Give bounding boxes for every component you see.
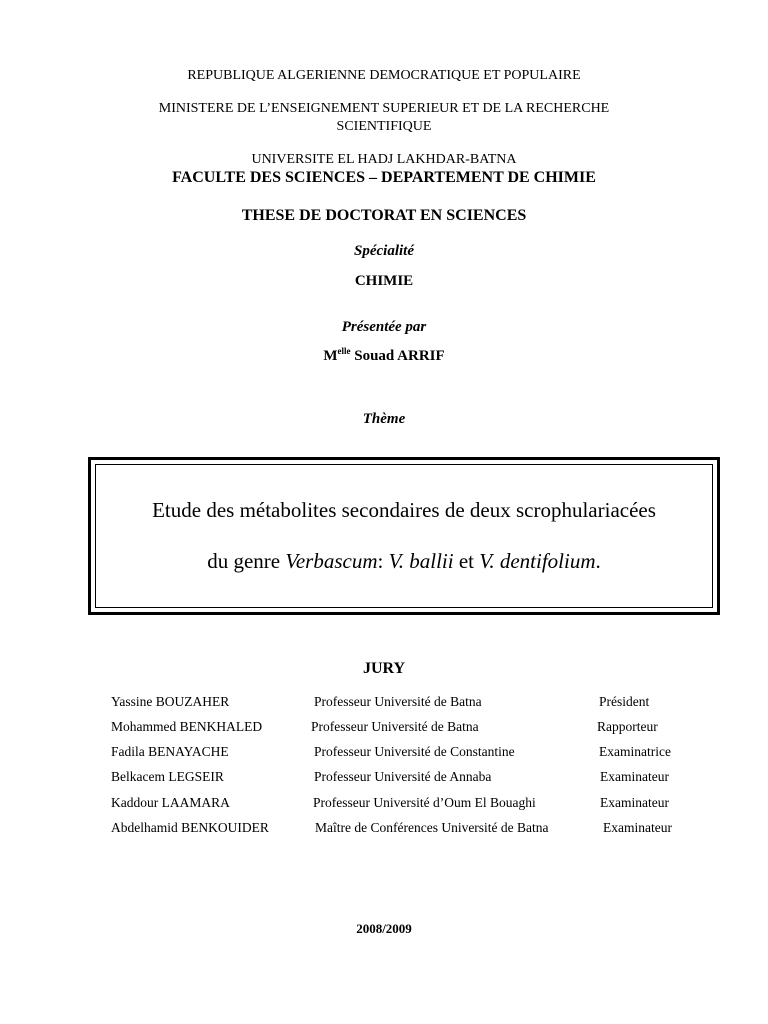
jury-member-name: Kaddour LAAMARA: [111, 795, 230, 810]
jury-heading: JURY: [362, 660, 406, 677]
jury-member-position: Professeur Université de Constantine: [314, 744, 515, 759]
thesis-title-inner-frame: [95, 464, 713, 608]
author: [0, 348, 768, 365]
jury-member-role: Président: [599, 694, 650, 709]
author-prefix: M: [323, 348, 338, 364]
jury-member-row: [0, 820, 768, 838]
academic-year: 2008/2009: [356, 921, 412, 936]
jury-member-role: Rapporteur: [597, 719, 658, 734]
jury-member-role: Examinateur: [600, 769, 669, 784]
jury-member-position: Professeur Université de Batna: [314, 694, 482, 709]
header-university: UNIVERSITE EL HADJ LAKHDAR-BATNA: [251, 152, 517, 167]
title-species-ballii: V. ballii: [388, 549, 454, 573]
jury-member-position: Maître de Conférences Université de Batna: [315, 820, 549, 835]
title-text: et: [453, 549, 480, 573]
jury-member-role: Examinateur: [603, 820, 672, 835]
header-ministry-line1: MINISTERE DE L’ENSEIGNEMENT SUPERIEUR ET DE LA RECHERCHE: [158, 101, 610, 116]
title-text: :: [377, 549, 389, 573]
jury-member-name: Belkacem LEGSEIR: [111, 769, 224, 784]
presented-by-label: Présentée par: [341, 319, 427, 335]
title-species-dentifolium: V. dentifolium: [479, 549, 596, 573]
thesis-title-box: [88, 457, 720, 615]
thesis-title-line2: [91, 549, 717, 574]
author-name: Souad ARRIF: [350, 348, 445, 364]
author-superscript: elle: [337, 346, 351, 356]
jury-member-row: [0, 769, 768, 787]
jury-member-row: [0, 694, 768, 712]
title-text: du genre: [207, 549, 286, 573]
jury-member-position: Professeur Université d’Oum El Bouaghi: [313, 795, 536, 810]
theme-label: Thème: [362, 411, 406, 427]
header-ministry-line2: SCIENTIFIQUE: [336, 119, 432, 134]
jury-member-name: Yassine BOUZAHER: [111, 694, 230, 709]
header-faculty: FACULTE DES SCIENCES – DEPARTEMENT DE CHIMIE: [172, 169, 596, 186]
speciality-label: Spécialité: [354, 243, 414, 259]
jury-member-role: Examinatrice: [599, 744, 671, 759]
jury-member-role: Examinateur: [600, 795, 669, 810]
jury-member-name: Mohammed BENKHALED: [111, 719, 263, 734]
title-text: .: [595, 549, 601, 573]
thesis-type: THESE DE DOCTORAT EN SCIENCES: [241, 207, 527, 224]
jury-member-row: [0, 795, 768, 813]
thesis-title-line1: Etude des métabolites secondaires de deux scrophulariacées: [152, 498, 656, 522]
header-republic: REPUBLIQUE ALGERIENNE DEMOCRATIQUE ET POPULAIRE: [187, 68, 581, 83]
jury-member-row: [0, 744, 768, 762]
jury-member-name: Fadila BENAYACHE: [111, 744, 229, 759]
title-genus: Verbascum: [285, 549, 378, 573]
jury-member-position: Professeur Université de Batna: [311, 719, 479, 734]
jury-member-position: Professeur Université de Annaba: [314, 769, 492, 784]
speciality-value: CHIMIE: [354, 273, 414, 289]
jury-member-name: Abdelhamid BENKOUIDER: [111, 820, 269, 835]
jury-member-row: [0, 719, 768, 737]
